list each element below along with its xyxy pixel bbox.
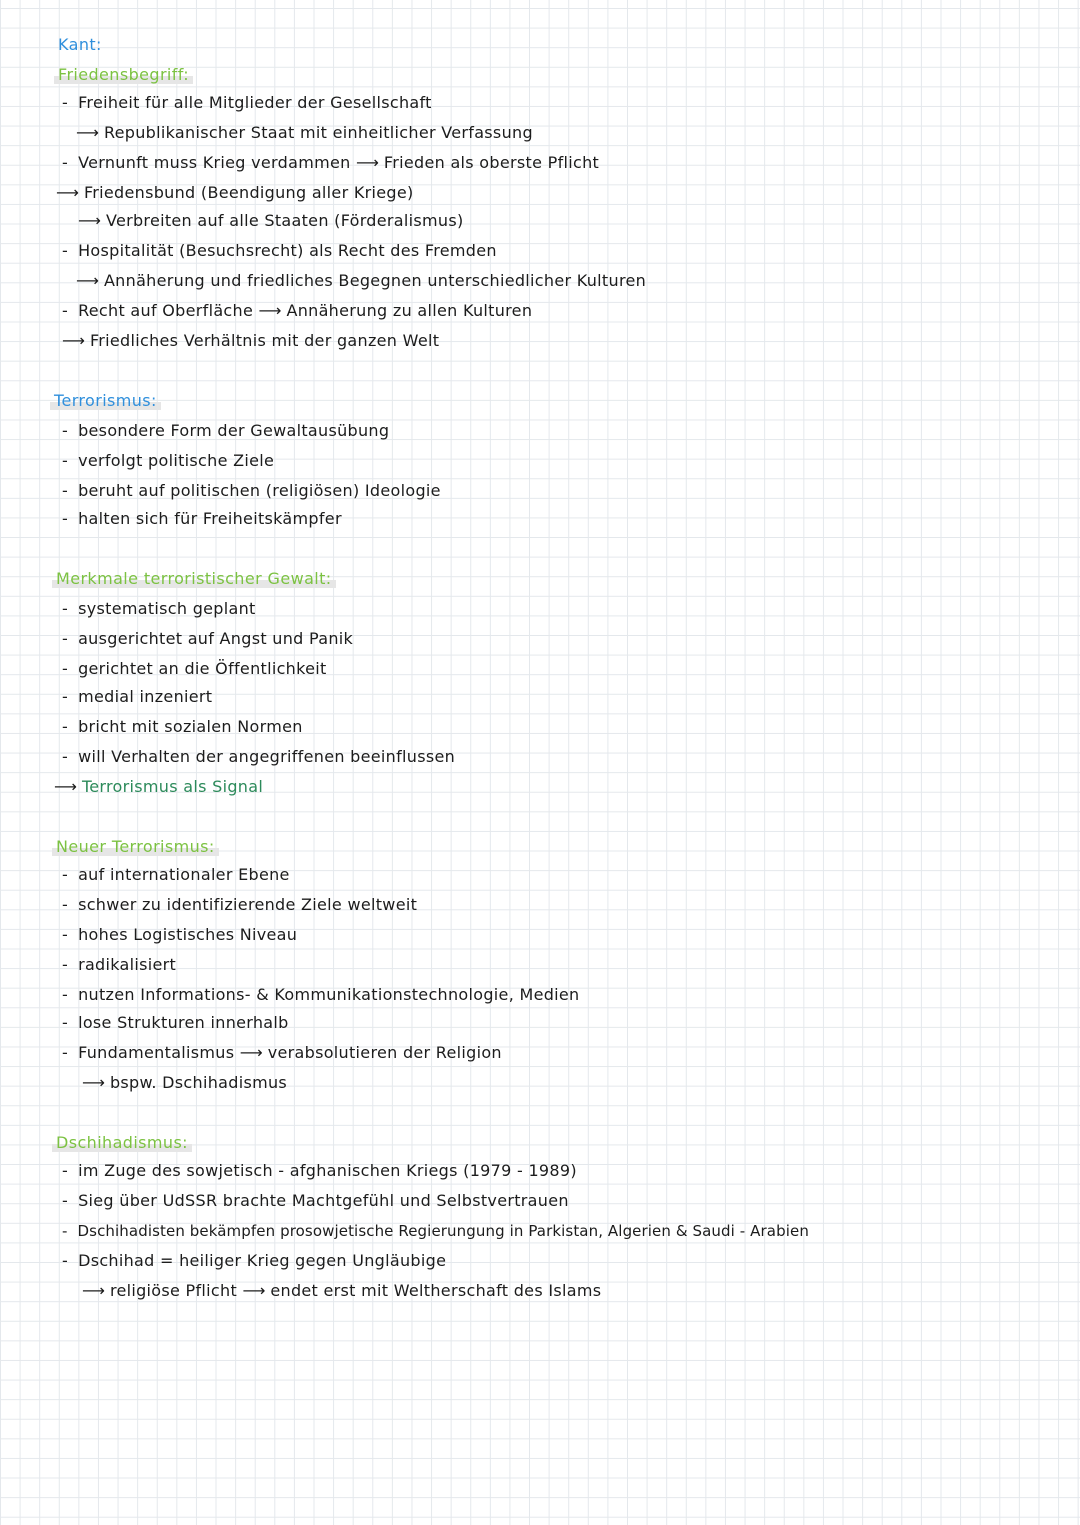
list-item: - nutzen Informations- & Kommunikationstechnologie, Medien [62, 985, 580, 1004]
list-item: - Fundamentalismus ⟶ verabsolutieren der Religion [62, 1043, 502, 1062]
list-item: ⟶ Verbreiten auf alle Staaten (Förderalismus) [78, 211, 464, 230]
arrow-right-icon: ⟶ [242, 1281, 265, 1300]
list-item: - Vernunft muss Krieg verdammen ⟶ Frieden als oberste Pflicht [62, 153, 600, 172]
list-item: ⟶ Friedliches Verhältnis mit der ganzen Welt [62, 331, 440, 350]
arrow-right-icon: ⟶ [76, 271, 98, 290]
list-item: ⟶ bspw. Dschihadismus [82, 1073, 288, 1092]
dash-icon: - [62, 1191, 69, 1210]
dash-icon: - [62, 1043, 69, 1062]
dash-icon: - [62, 1251, 69, 1270]
dash-icon: - [62, 985, 69, 1004]
list-item: - schwer zu identifizierende Ziele weltweit [62, 895, 418, 914]
dash-icon: - [62, 629, 69, 648]
list-item: - hohes Logistisches Niveau [62, 925, 298, 944]
dash-icon: - [62, 1161, 69, 1180]
list-item: - Dschihadisten bekämpfen prosowjetische Regierungung in Parkistan, Algerien & Saudi - Arabien [62, 1222, 809, 1240]
heading-merkmale: Merkmale terroristischer Gewalt: [52, 568, 336, 590]
list-item: - auf internationaler Ebene [62, 865, 290, 884]
dash-icon: - [62, 1222, 68, 1240]
list-item: - Sieg über UdSSR brachte Machtgefühl und Selbstvertrauen [62, 1191, 569, 1210]
list-item: - lose Strukturen innerhalb [62, 1013, 289, 1032]
dash-icon: - [62, 509, 69, 528]
arrow-right-icon: ⟶ [258, 301, 281, 320]
dash-icon: - [62, 451, 69, 470]
list-item: ⟶ religiöse Pflicht ⟶ endet erst mit Weltherschaft des Islams [82, 1281, 602, 1300]
dash-icon: - [62, 955, 69, 974]
list-item: - im Zuge des sowjetisch - afghanischen Kriegs (1979 - 1989) [62, 1161, 577, 1180]
heading-neuer-terrorismus: Neuer Terrorismus: [52, 836, 219, 858]
list-item: ⟶ Republikanischer Staat mit einheitlicher Verfassung [76, 123, 533, 142]
list-item: - Freiheit für alle Mitglieder der Gesellschaft [62, 93, 432, 112]
dash-icon: - [62, 925, 69, 944]
dash-icon: - [62, 687, 69, 706]
arrow-right-icon: ⟶ [62, 331, 84, 350]
dash-icon: - [62, 301, 69, 320]
list-item: - medial inzeniert [62, 687, 213, 706]
arrow-right-icon: ⟶ [355, 153, 378, 172]
dash-icon: - [62, 599, 69, 618]
heading-friedensbegriff: Friedensbegriff: [54, 64, 193, 86]
list-item: - will Verhalten der angegriffenen beeinflussen [62, 747, 456, 766]
list-item: - Hospitalität (Besuchsrecht) als Recht des Fremden [62, 241, 497, 260]
heading-dschihadismus: Dschihadismus: [52, 1132, 192, 1154]
list-item: - halten sich für Freiheitskämpfer [62, 509, 342, 528]
list-item: - Dschihad = heiliger Krieg gegen Ungläubige [62, 1251, 447, 1270]
arrow-right-icon: ⟶ [239, 1043, 262, 1062]
list-item: - radikalisiert [62, 955, 177, 974]
dash-icon: - [62, 153, 69, 172]
dash-icon: - [62, 93, 69, 112]
list-item: - gerichtet an die Öffentlichkeit [62, 659, 327, 678]
arrow-right-icon: ⟶ [76, 123, 98, 142]
list-item: ⟶ Friedensbund (Beendigung aller Kriege) [56, 183, 414, 202]
list-item: - bricht mit sozialen Normen [62, 717, 303, 736]
list-item: ⟶ Annäherung und friedliches Begegnen unterschiedlicher Kulturen [76, 271, 647, 290]
list-item: - ausgerichtet auf Angst und Panik [62, 629, 354, 648]
heading-terrorismus: Terrorismus: [50, 390, 161, 412]
list-item: - systematisch geplant [62, 599, 256, 618]
dash-icon: - [62, 865, 69, 884]
dash-icon: - [62, 717, 69, 736]
dash-icon: - [62, 747, 69, 766]
dash-icon: - [62, 241, 69, 260]
dash-icon: - [62, 421, 69, 440]
arrow-right-icon: ⟶ [82, 1073, 104, 1092]
list-item: - beruht auf politischen (religiösen) Ideologie [62, 481, 441, 500]
dash-icon: - [62, 659, 69, 678]
arrow-right-icon: ⟶ [78, 211, 100, 230]
conclusion-line: ⟶ Terrorismus als Signal [54, 777, 264, 796]
heading-kant: Kant: [58, 35, 102, 54]
arrow-right-icon: ⟶ [82, 1281, 104, 1300]
dash-icon: - [62, 481, 69, 500]
arrow-right-icon: ⟶ [54, 777, 76, 796]
dash-icon: - [62, 895, 69, 914]
arrow-right-icon: ⟶ [56, 183, 78, 202]
list-item: - Recht auf Oberfläche ⟶ Annäherung zu allen Kulturen [62, 301, 533, 320]
list-item: - besondere Form der Gewaltausübung [62, 421, 390, 440]
list-item: - verfolgt politische Ziele [62, 451, 275, 470]
dash-icon: - [62, 1013, 69, 1032]
